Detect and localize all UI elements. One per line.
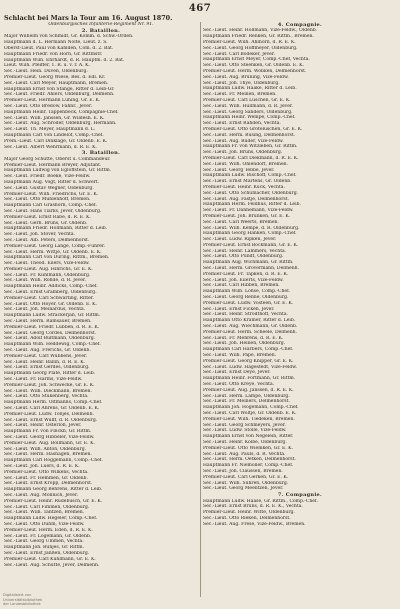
text-line: Sec.-Lieut. Friedr. Boeke, Vize-Feldw. [4, 174, 91, 180]
text-line: Sec.-Lieut. Joh. Eilerts, Vize-Feldw. [203, 277, 284, 283]
text-line: Sec.-Lieut. Wilh. Pape, Bremen. [203, 353, 277, 359]
text-line: Oberst-Lieut. Paul von Kahlden, Com. d. 2. Bat. [4, 46, 114, 51]
section-heading: 7. Compagnie. [277, 492, 323, 499]
text-line: Hauptmann Heinr. Wempe, Comp.-Chef. [203, 115, 296, 121]
text-line: Sec.-Lieut. Herm. Wittje, Gr. Oldenb. E. K. [4, 249, 102, 255]
text-line: Sec.-Lieut. Georg Hibbeler, Vize-Feldw. [4, 435, 95, 440]
column-divider [200, 22, 201, 597]
text-line: Sec.-Lieut. Otto Schumacher, Oldenburg. [203, 190, 299, 196]
text-line: Premier-Lieut. Herm. Wöbken, Delmenhorst. [203, 68, 307, 74]
text-line: Sec.-Lieut. Otto Mühlenhoff, Bremen. [4, 197, 91, 203]
text-line: Premier-Lieut. Carl Schwarting, Ritter. [4, 295, 94, 301]
text-line: Sec.-Lieut. Fr. Dannemann, Vize-Feldw. [203, 208, 294, 214]
text-line: Premier-Lieut. Friedr. Lübben, d. R. E. K. [4, 324, 100, 330]
text-line: Hauptmann Carl von Lindelof, Comp.-Chef. [4, 132, 104, 138]
text-line: Premier-Lieut. Carl Lüschen, Gr. E. K. [203, 97, 291, 103]
text-line: Hauptmann Heinr. Fortmann, Gr. Rittm. [203, 376, 296, 382]
text-line: Premier-Lieut. Carl Wübbens, Jever. [4, 353, 88, 359]
text-line: Sec.-Lieut. Carl Wöltje, Gr. Oldenb. E. K. [203, 411, 297, 416]
text-line: Sec.-Lieut. Ernst Kropp, Delmenhorst. [4, 481, 93, 487]
text-line: Sec.-Lieut. Georg Ummen, Vechta. [4, 539, 84, 545]
text-line: Sec.-Lieut. Heinr. Strodthoff, Vechta. [203, 312, 288, 318]
text-line: Hauptmann Joh. Högemann, Comp.-Chef. [203, 405, 299, 411]
text-line: Hauptmann Wilh. Ehrhardt, d. R. Hauptm. d. 2. Bat. [4, 57, 125, 63]
text-line: Sec.-Lieut. Alb. Peters, Delmenhorst. [4, 237, 90, 243]
text-line: Sec.-Lieut. Georg Schmeyers, Jever. [203, 422, 286, 428]
text-line: Hauptmann Herm. Feldhus, Ritter d. Leib. [203, 202, 301, 208]
text-line: Sec.-Lieut. Carl Bödeker, Jever. [203, 51, 275, 57]
text-line: Sec.-Lieut. Herm. Ramsauer, Bremen. [4, 319, 92, 325]
text-line: Sec.-Lieut. Carl Meyer, Hauptmann, Bremen. [4, 80, 109, 86]
text-line: Sec.-Lieut. Otto Hoyer, Gr. Oldenb. E. K. [4, 301, 97, 307]
text-line: Sec.-Lieut. Heinr. Ballin, d. R. E. K. [4, 359, 86, 365]
text-line: Sec.-Lieut. Georg Meentzen, Jever. [203, 486, 284, 492]
text-line: Hauptmann Georg Behrens, Ritter d. Leib. [4, 487, 103, 493]
text-line: Hauptmann Aug. Vogt, Ritter d. Schwert. [4, 179, 100, 185]
text-line: Sec.-Lieut. Aug. Mönnich, Jever. [4, 492, 79, 498]
text-line: Sec.-Lieut. Otto Duhm, Vize-Feldw. [4, 521, 85, 527]
digitization-note [3, 593, 42, 606]
text-line: Sec.-Lieut. Heinr. Lammers, Vechta. [203, 248, 287, 254]
text-line: Premier-Lieut. Aug. Hinrichs, Gr. E. K. [4, 266, 93, 272]
text-line: Premier-Lieut. Heinr. Rüdebusch, Gr. E. K. [4, 498, 103, 504]
text-line: Sec.-Lieut. Wilh. Ohlendorf, Bremen. [203, 161, 289, 167]
section-heading: 3. Bataillon. [81, 150, 121, 157]
text-line: Sec.-Lieut. Herm. Lampe, Oldenburg. [203, 393, 290, 399]
text-line: Hauptmann Ernst Meyer, Comp.-Chef, Vechta. [203, 57, 310, 63]
text-line: Sec.-Lieut. Ludw. Ripken, Jever. [203, 237, 277, 243]
text-line: Sec.-Lieut. Otto Stukenberg, Vechta. [4, 394, 89, 400]
text-line: Sec.-Lieut. Georg Tebbe, Jever. [203, 167, 275, 173]
text-line: Sec.-Lieut. Theod. Eilers, Vize-Feldw. [4, 261, 90, 267]
text-line: Hauptmann Carl Grashorn, Comp.-Chef. [4, 203, 97, 209]
text-line: Sec.-Lieut. Ernst Deye, Jever. [203, 370, 271, 376]
text-line: Sec.-Lieut. Gerh. Bruns, Gr. Oldenb. [4, 220, 88, 226]
text-line: Sec.-Lieut. Fr. Harms, Vize-Feldw. [4, 377, 83, 383]
text-line: Premier-Lieut. Otto Grotelüschen, Gr. E. K. [203, 126, 303, 132]
text-line: Sec.-Lieut. Ernst Martens, Gr. Oldenb. [203, 179, 292, 185]
text-line: Hauptmann Ernst von Negelein, Ritter. [203, 434, 294, 440]
text-line: Sec.-Lieut. Fr. Hemmen, Gr. Oldenb. [4, 475, 88, 481]
text-line: Premier-Lieut. Hermann Lüning, Gr. E. K. [4, 98, 101, 104]
text-line: Sec.-Lieut. Joh. Stöver, Vechta. [4, 232, 76, 238]
text-line: Sec.-Lieut. Ernst Wulff, d. R. Oldenburg. [4, 417, 98, 423]
text-line: Sec.-Lieut. Joh. Meinardus, Vechta. [4, 307, 86, 313]
text-line: Sec.-Lieut. Otto Rieken, Delmenhorst. [203, 515, 291, 521]
left-column [4, 22, 198, 597]
text-line: Sec.-Lieut. Friedr. Ahlers, Oldenburg, Delmenh. [4, 92, 115, 98]
text-line: Prem.-Lieut. Carl Dinklage, Gr. Oldenb. E. K. [4, 138, 108, 144]
text-line: Premier-Lieut. Heinr. Kück, Vechta. [203, 184, 285, 190]
text-line: Hauptmann Ludw. Strackerjan, Gr. Rittm. [4, 313, 101, 319]
text-line: Sec.-Lieut. Wilh. Kempe, d. R. Oldenburg. [203, 225, 300, 231]
text-line: Hauptmann Ernst von Stange, Ritter d. Leib-Gr. [4, 86, 115, 92]
text-line: Sec.-Lieut. Otto Bredow, Fähnr., Jever. [4, 103, 93, 109]
text-line: Premier-Lieut. Aug. Janssen, d. R. E. K. [203, 387, 294, 393]
text-line: Sec.-Lieut. Aug. Schütte, Jever, Delmenh. [4, 562, 100, 568]
text-line: Hauptmann Herm. Oltmanns, Comp.-Chef. [4, 400, 103, 406]
text-line: Sec.-Lieut. Gustav Wegner, Oldenburg. [4, 185, 94, 191]
text-line: Sec.-Lieut. Aug. Frerichs, Gr. Oldenb. [4, 348, 91, 354]
text-line: Sec.-Lieut. Carl Hibben, Bremen. [203, 283, 280, 289]
text-line: Hauptmann Fr. von Finckh, Gr. Rittm. [4, 429, 92, 435]
text-line: Hauptmann Wilh. Lohse, Comp.-Chef. [203, 289, 291, 295]
text-line: Hauptmann Heinr. Tappenbeck, Compagnie-Chef. [4, 109, 119, 115]
text-line: Sec.-Lieut. Hein. Duven, Oldenburg. [4, 69, 88, 75]
text-line: Sec.-Lieut. Aug. Pauls, d. R. Vechta. [203, 451, 286, 457]
digitization-line: Digitalisiert von [3, 593, 32, 598]
section-heading: 4. Compagnie. [277, 22, 323, 28]
text-line: Premier-Lieut. Ernst Rabe, d. R. E. K. [4, 214, 91, 220]
text-line: Premier-Lieut. Wilh. Ahlhorn, d. R. E. K. [203, 40, 296, 45]
text-line: Hauptmann Carl von Düring, Rittm., Bremen. [4, 255, 110, 261]
section-heading: Oldenburgisches Infanterie-Regiment Nr. 91. [48, 22, 154, 27]
text-line: Sec.-Lieut. Fr. Meiners, Delmenhorst. [203, 399, 290, 405]
text-line: Hauptmann Ludw. Bischoff, Comp.-Chef. [203, 173, 297, 179]
text-line: Sec.-Lieut. Herm. Grovermann, Delmenh. [203, 266, 300, 272]
text-line: Premier-Lieut. Fr. Tapken, d. R. E. K. [203, 271, 289, 277]
text-line: Sec.-Lieut. Georg Cordes, Delmenhorst. [4, 330, 97, 336]
text-line: Premier-Lieut. Ludw. Vosteen, Gr. E. K. [203, 300, 294, 306]
text-line: Sec.-Lieut. Ernst Gerdes, Oldenburg. [4, 365, 90, 371]
text-line: Hauptmann Joh. Bunjes, Gr. Rittm. [4, 545, 85, 551]
text-line: Sec.-Lieut. Carl Fimmen, Oldenburg. [4, 504, 90, 510]
text-line: Sec.-Lieut. Herm. Büsing, Delmenhorst. [203, 132, 296, 138]
text-line: Lieut. Wilh. Pfeiffer, 1. R. u. v. r. A. K. [4, 63, 90, 69]
text-line: Sec.-Lieut. Ernst Janßen, Oldenburg. [4, 550, 90, 556]
text-line: Premier-Lieut. Otto Wiemken, Gr. E. K. [203, 445, 294, 451]
text-line: Hauptmann d. L. Hermann Nolte, Lieut. z. S. [4, 40, 108, 46]
text-line: Sec.-Lieut. Joh. Thye, Oldenburg. [203, 80, 280, 86]
section-heading: 2. Bataillon. [81, 28, 121, 34]
text-line: Sec.-Lieut. Fr. Kuhlmann, Oldenburg. [4, 272, 91, 278]
text-line: Premier-Lieut. Hermann Breyer, Adjutant. [4, 162, 102, 168]
page-number: 467 [188, 3, 212, 14]
text-line: Premier-Lieut. Aug. Bollmann, Gr. E. K. [4, 440, 95, 446]
text-line: Sec.-Lieut. Carl Weerts, Bremen. [203, 219, 279, 225]
text-line: Hauptmann Georg Plate, Ritter d. Leib. [4, 371, 96, 377]
text-line: Sec.-Lieut. Wilh. Anton, Oldenburg. [4, 446, 87, 452]
text-line: Sec.-Lieut. Fr. Meinen, Bremen. [203, 92, 277, 98]
text-line: Premier-Lieut. Joh. Schwecke, Gr. E. K. [4, 382, 95, 388]
text-line: Hauptmann Fr. von Witzleben, Gr. Rittm. [203, 144, 298, 150]
text-line: Sec.-Lieut. Aug. Fastje, Delmenhorst. [203, 196, 290, 202]
right-column [203, 22, 397, 597]
text-line: Premier-Lieut. Ernst Böckmann, Gr. E. K. [203, 242, 299, 248]
text-line: Hauptmann Aug. Wichmann, Gr. Rittm. [203, 260, 294, 266]
text-line: Sec.-Lieut. Albert Wehrmann, d. R. E. K. [4, 144, 97, 150]
text-line: Sec.-Lieut. Aug. Frese, Vize-Feldw., Bremen. [203, 521, 306, 527]
text-line: Hauptmann Carl Roggemann, Comp.-Chef. [4, 458, 103, 464]
text-line: Sec.-Lieut. Wilh. Tantzen, Bremen. [4, 510, 85, 516]
text-line: Sec.-Lieut. Aug. Rüder, Vize-Feldw. [203, 138, 284, 144]
text-line: Premier-Lieut. Georg Lange, Comp.-Führer. [4, 243, 106, 249]
text-line: Sec.-Lieut. Ernst Ficken, Jever. [203, 306, 275, 312]
text-line: Premier-Lieut. Carl Diekmann, d. R. E. K. [203, 155, 299, 161]
text-line: Hauptmann Ludw. Hegeler, Comp.-Chef. [4, 516, 98, 522]
text-line: Major Georg Schütte, Oberst u. Commandeur. [4, 156, 111, 162]
text-line: Sec.-Lieut. Joh. Heinen, Oldenburg. [203, 341, 286, 347]
text-line: Premier-Lieut. Wilh. Friedrichs, Gr. E. K. [4, 191, 99, 197]
text-line: Sec.-Lieut. Joh. Claussen, Bremen. [203, 468, 283, 474]
text-line: Sec.-Lieut. Otto Kreye, Vechta. [203, 382, 275, 388]
text-line: Sec.-Lieut. Ludw. Stolle, Vize-Feldw. [203, 428, 287, 434]
text-line: Sec.-Lieut. Joh. Bruns, Oldenburg. [203, 150, 283, 156]
digitization-line: Universitätsbibliothek [3, 597, 43, 602]
text-line: Sec.-Lieut. Wilh. Rohde, d. R. Jever. [4, 278, 87, 284]
text-line: Sec.-Lieut. Georg Sanders, Oldenburg. [203, 109, 293, 115]
text-line: Hauptmann Heinr. Addicks, Comp.-Chef. [4, 284, 98, 290]
text-line: Sec.-Lieut. Ludw. Hagestedt, Vize-Feldw. [203, 364, 298, 370]
text-line: Hauptmann Friedr. von Horn, Gr. Rittmstr. [4, 51, 103, 57]
text-line: Sec.-Lieut. Herm. Hashagen, Bremen. [4, 452, 92, 458]
text-line: Hauptmann Fr. Niemöller, Comp.-Chef. [203, 463, 294, 469]
text-line: Sec.-Lieut. Otto Steenken, Gr. Oldenb. E. K. [203, 63, 304, 69]
text-line: Sec.-Lieut. Otto Pundt, Oldenburg. [203, 254, 284, 260]
text-line: Sec.-Lieut. Heinr. Osterloh, Jever. [4, 423, 82, 429]
text-line: Premier-Lieut. Georg Wiese, Bes. d. Edl. Kr. [4, 74, 106, 80]
text-line: Sec.-Lieut. Ernst Bruns, d. R. E. K., Vechta. [203, 504, 303, 510]
text-line: Hauptmann Ludw. Haase, Gr. Rittm., Comp.-Chef. [203, 498, 318, 504]
text-line: Sec.-Lieut. Ernst Gramberg, Oldenburg. [4, 290, 97, 296]
text-line: Hauptmann Georg Hanken, Comp.-Chef. [203, 231, 297, 237]
text-line: Premier-Lieut. Wilh. Tiedeken, Bremen. [203, 416, 295, 422]
text-line: Sec.-Lieut. Wilh. Janssen, Gr. Wildesh. E. K. [4, 115, 105, 121]
text-line: Major Wilhelm von Schmidt, Gr. Komm. d. Schw.-Orden. [4, 34, 134, 40]
text-line: Hauptmann Friedr. Renken, Gr. Rittm., Bremen. [203, 34, 314, 40]
text-line: Sec.-Lieut. Aug. Wiechmann, Gr. Oldenb. [203, 324, 298, 330]
text-line: Hauptmann Carl Harbers, Comp.-Chef. [203, 347, 294, 353]
text-line: Sec.-Lieut. Adolf Bultmann, Oldenburg. [4, 336, 96, 342]
text-line: Premier-Lieut. Otto Wilkens, Vechta. [4, 469, 89, 475]
digitization-line: der Landesbibliothek [3, 601, 41, 606]
text-line: Sec.-Lieut. Aug. Brüning, Vize-Feldw. [203, 74, 289, 80]
text-line: Premier-Lieut. Herm. Eden, d. R. E. K. [4, 527, 93, 533]
text-line: Sec.-Lieut. Wilh. Suhren, Oldenburg. [203, 480, 289, 486]
text-line: Premier-Lieut. Carl Gerken, Gr. E. K. [203, 474, 289, 480]
text-line: Sec.-Lieut. Carl Ahrens, Gr. Oldenb. E. K. [4, 406, 100, 412]
text-line: Hauptmann Friedr. Hollmann, Ritter d. Leib. [4, 226, 108, 232]
text-line: Sec.-Lieut. Joh. Lüers, d. R. E. K. [4, 463, 80, 469]
text-line: Hauptmann Otto Kramer, Ritter d. Leib. [203, 318, 296, 324]
text-line: Hauptmann Wilh. Heddewig, Comp.-Chef. [4, 342, 101, 348]
text-line: Sec.-Lieut. Heinr. Kolbe, Oldenburg. [203, 439, 287, 445]
text-line: Premier-Lieut. Carl Kuhlmann, Gr. E. K. [4, 556, 96, 562]
text-line: Premier-Lieut. Georg Knipper, Gr. E. K. [203, 358, 294, 364]
text-line: Sec.-Lieut. Georg Renne, Oldenburg. [203, 295, 289, 301]
text-line: Hauptmann Ludwig von Egloffstein, Gr. Rittm. [4, 168, 112, 174]
page-heading: Schlacht bei Mars la Tour am 16. August 1870. [4, 14, 173, 22]
text-line: Premier-Lieut. Herm. Scheele, Delmenh. [203, 329, 298, 335]
text-line: Sec.-Lieut. Hans Tiarks, Jever, Oldenburg. [4, 208, 102, 214]
text-line: Sec.-Lieut. Fr. Logemann, Gr. Oldenb. [4, 533, 92, 539]
text-line: Premier-Lieut. Ludw. Tönjes, Delmenh. [4, 411, 94, 417]
text-line: Sec.-Lieut. Georg Hoffmeyer, Oldenburg. [203, 45, 298, 51]
text-line: Sec.-Lieut. Wilh. Hullmann, d. R. Jever. [203, 103, 294, 109]
text-line: Hauptmann Ludw. Haake, Ritter d. Leib. [203, 86, 297, 92]
text-line: Premier-Lieut. Heinr. Witte, Oldenburg. [203, 510, 295, 516]
text-line: Sec.-Lieut. Heinr. Hollmann, Vize-Feldw., Oldenb. [203, 28, 318, 34]
text-line: Sec.-Lieut. Th. Meyer, Hauptmann d. L. [4, 127, 96, 133]
text-line: Sec.-Lieut. Wilh. Dieckmann, Bremen. [4, 388, 92, 394]
text-line: Sec.-Lieut. Aug. Schröder, Oldenburg, Hermann. [4, 121, 117, 127]
text-line: Sec.-Lieut. Herm. Oetken, Delmenhorst. [203, 457, 296, 463]
text-line: Premier-Lieut. Joh. Brunken, Gr. E. K. [203, 213, 291, 219]
text-line: Sec.-Lieut. Fr. Mehrens, d. R. E. K. [203, 335, 284, 341]
text-line: Sec.-Lieut. Ernst Rahden, Vechta. [203, 121, 281, 127]
